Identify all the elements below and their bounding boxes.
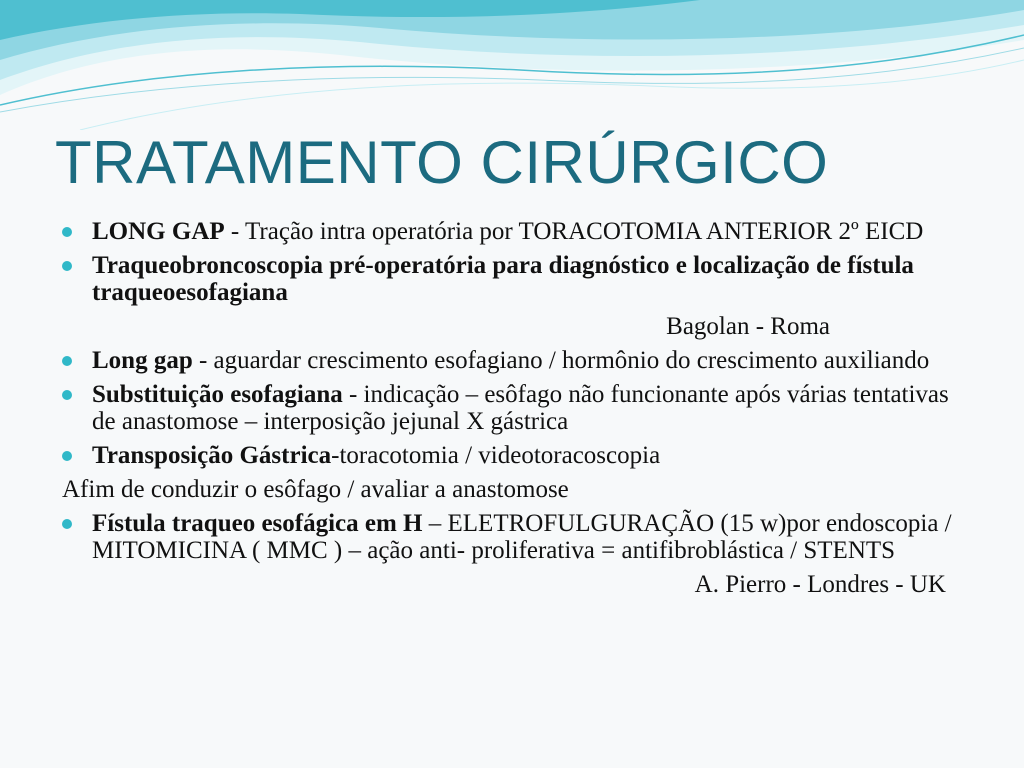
item-bold-label: LONG GAP (92, 218, 225, 245)
item-bold-label: Transposição Gástrica (92, 442, 332, 469)
bullet-item-esophageal-substitution (62, 381, 962, 435)
bullet-item-long-gap-growth (62, 347, 962, 374)
bullet-item-gastric-transposition (62, 442, 962, 469)
bullet-icon (62, 519, 72, 529)
credit-pierro: A. Pierro - Londres - UK (694, 571, 946, 598)
slide-title: TRATAMENTO CIRÚRGICO (55, 129, 829, 196)
item-text: - aguardar crescimento esofagiano / hormônio do crescimento auxiliando (192, 347, 930, 374)
bullet-item-bronchoscopy (62, 252, 962, 306)
bullet-icon (62, 261, 72, 271)
item-text: – ELETROFULGURAÇÃO (15 w)por endoscopia / MITOMICINA ( MMC ) – ação anti- proliferativa = antifibroblástica / STENTS (92, 510, 952, 564)
item-bold-label: Long gap (92, 347, 193, 374)
item-bold-label: Substituição esofagiana (92, 381, 343, 408)
bullet-item-h-fistula (62, 510, 962, 564)
credit-bagolan: Bagolan - Roma (666, 313, 830, 340)
plain-line: Afim de conduzir o esôfago / avaliar a anastomose (62, 476, 569, 503)
bullet-icon (62, 356, 72, 366)
header-wave-decoration (0, 0, 1024, 130)
slide-content (62, 218, 962, 605)
item-bold-label: Traqueobroncoscopia pré-operatória para diagnóstico e localização de fístula traqueoesofagiana (92, 252, 914, 306)
item-text: - indicação – esôfago não funcionante após várias tentativas de anastomose – interposição jejunal X gástrica (92, 381, 949, 435)
bullet-icon (62, 227, 72, 237)
item-text: - Tração intra operatória por TORACOTOMIA ANTERIOR 2º EICD (224, 218, 924, 245)
bullet-icon (62, 390, 72, 400)
item-bold-label: Fístula traqueo esofágica em H (92, 510, 423, 537)
bullet-item-long-gap-traction (62, 218, 962, 245)
item-text: -toracotomia / videotoracoscopia (331, 442, 661, 469)
bullet-icon (62, 451, 72, 461)
